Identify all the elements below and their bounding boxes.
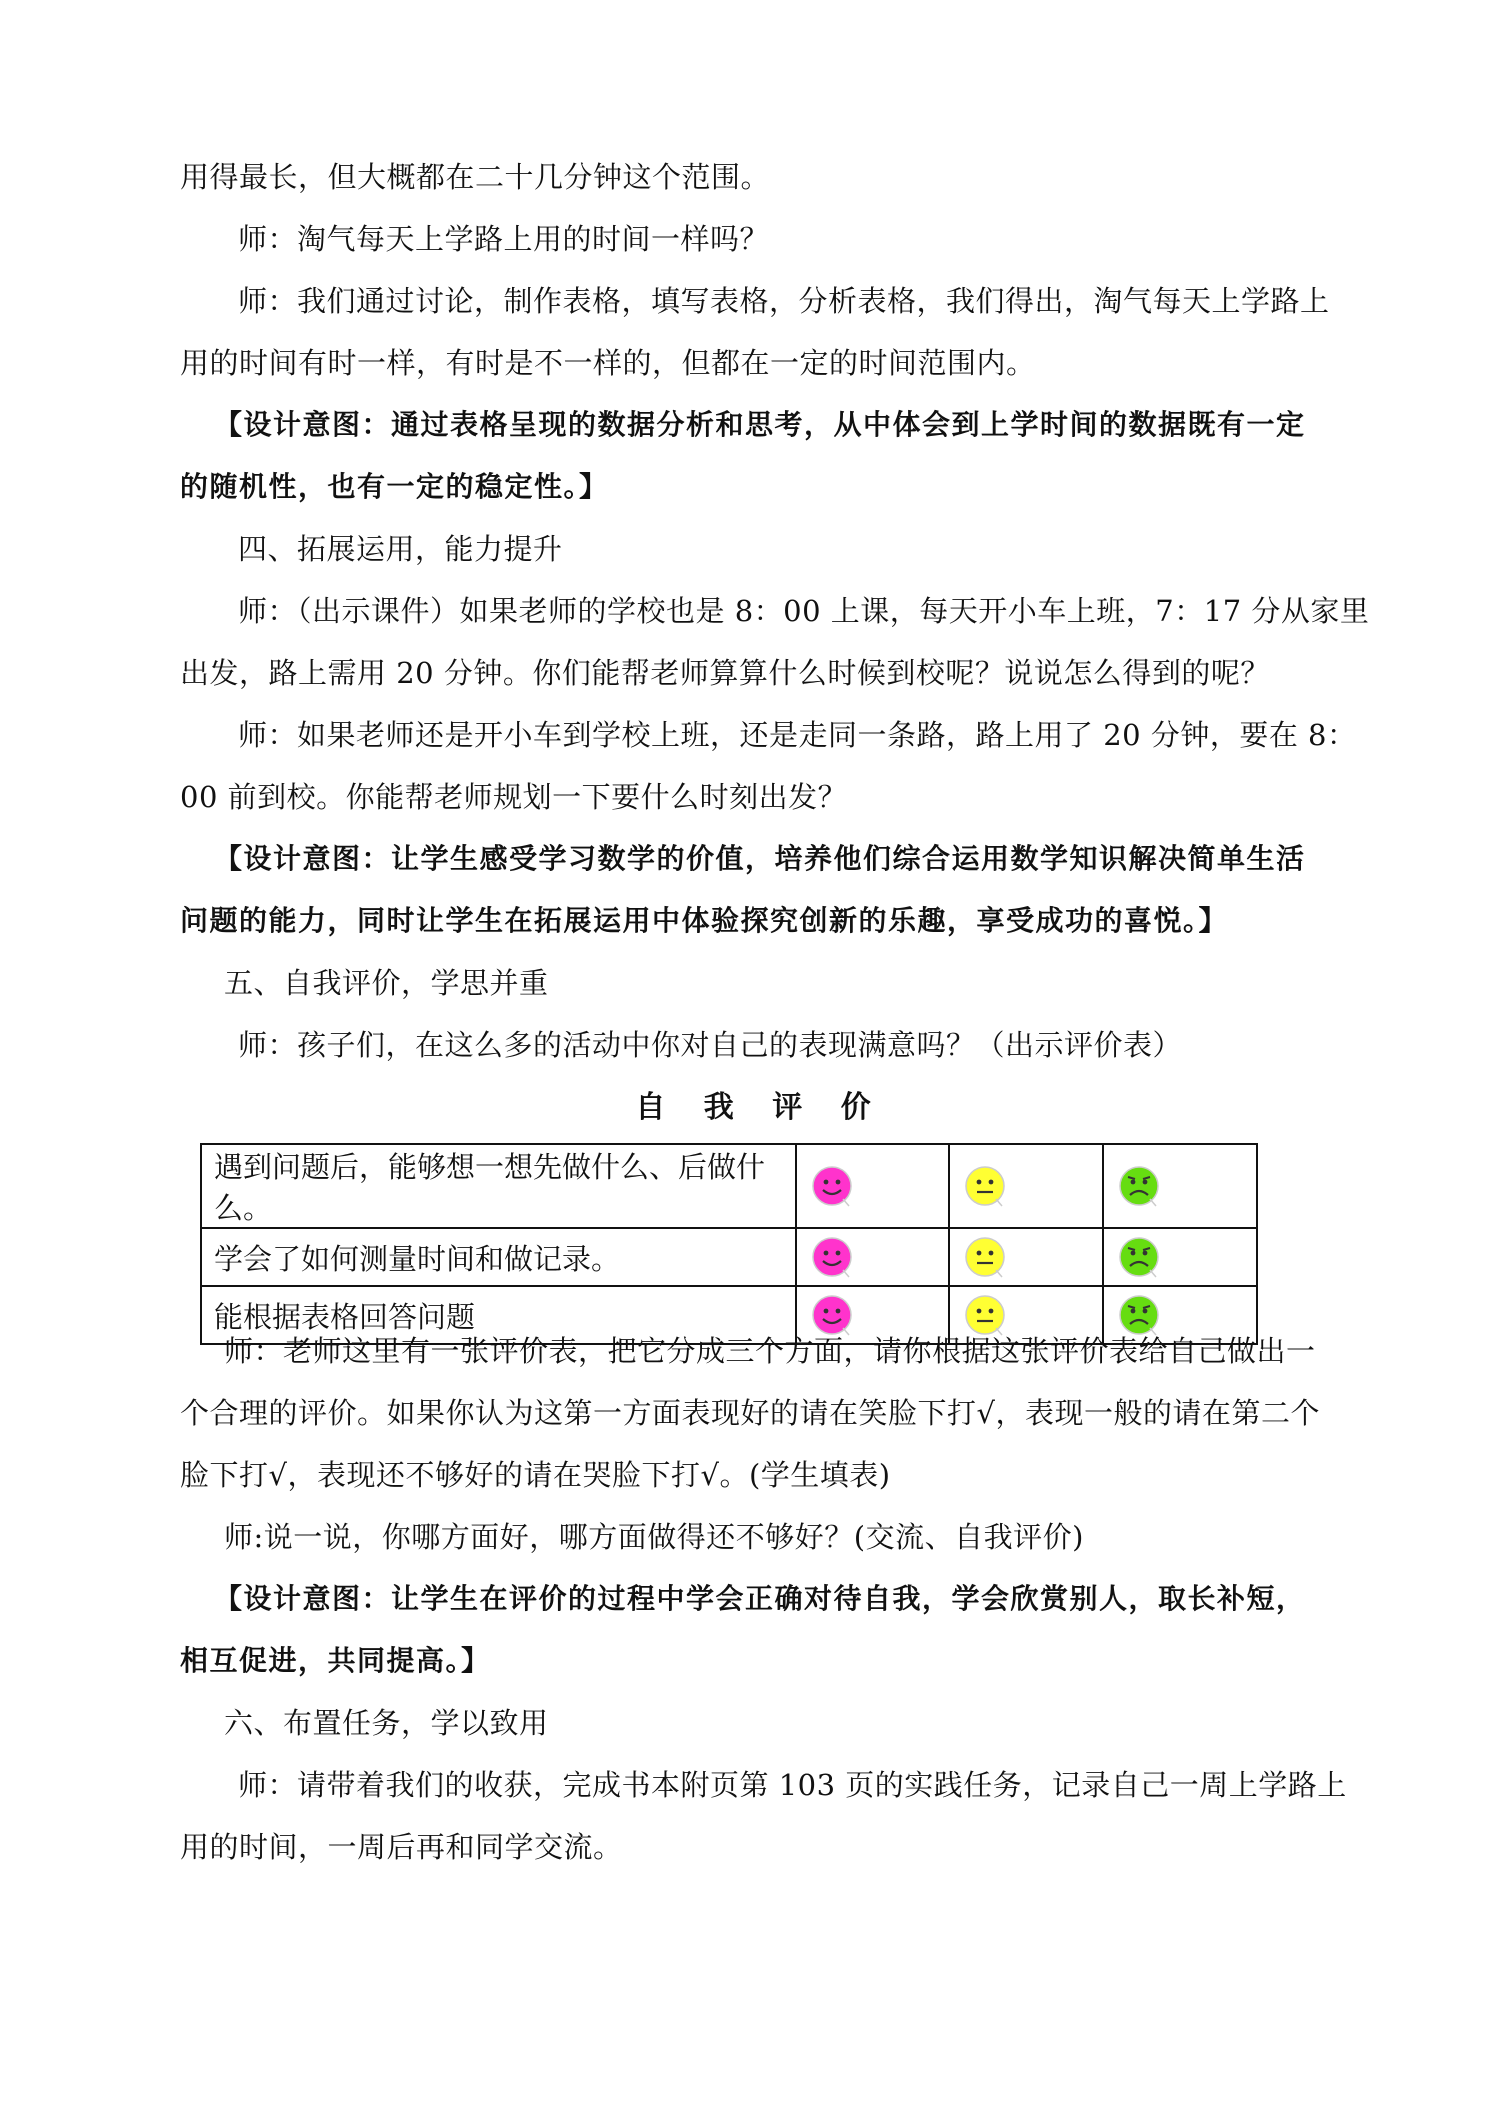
text-line: 师：如果老师还是开小车到学校上班，还是走同一条路，路上用了 20 分钟，要在 8： [238, 718, 1357, 752]
sad-face-cell[interactable] [1103, 1144, 1257, 1228]
text-line: 【设计意图：让学生感受学习数学的价值，培养他们综合运用数学知识解决简单生活 [214, 842, 1306, 875]
table-title: 自 我 评 价 [635, 1090, 885, 1125]
self-evaluation-table [200, 1143, 1258, 1345]
sad-face-icon [1116, 1167, 1162, 1201]
text-line: 用的时间有时一样，有时是不一样的，但都在一定的时间范围内。 [180, 346, 1036, 380]
text-line: 师：老师这里有一张评价表，把它分成三个方面，请你根据这张评价表给自己做出一 [224, 1334, 1316, 1368]
text-line: 脸下打√，表现还不够好的请在哭脸下打√。(学生填表) [180, 1458, 891, 1492]
text-line: 五、自我评价，学思并重 [224, 966, 549, 1000]
happy-face-icon [809, 1167, 855, 1201]
text-line: 出发，路上需用 20 分钟。你们能帮老师算算什么时候到校呢？说说怎么得到的呢？ [180, 656, 1270, 690]
section-heading-5 [180, 952, 1384, 1014]
text-line: 【设计意图：让学生在评价的过程中学会正确对待自我，学会欣赏别人，取长补短， [214, 1582, 1306, 1615]
text-line: 师:说一说，你哪方面好，哪方面做得还不够好？(交流、自我评价) [224, 1520, 1084, 1554]
happy-face-cell[interactable] [796, 1228, 950, 1286]
text-line: 用得最长，但大概都在二十几分钟这个范围。 [180, 160, 771, 194]
text-line: 相互促进，共同提高。】 [180, 1644, 491, 1677]
section-heading-4 [180, 518, 1398, 580]
happy-face-cell[interactable] [796, 1144, 950, 1228]
design-intent-2 [180, 828, 1340, 952]
teacher-problem-2 [180, 704, 1357, 828]
teacher-prompt [180, 1014, 1398, 1076]
design-intent-1 [180, 394, 1340, 518]
text-line: 师：淘气每天上学路上用的时间一样吗？ [238, 222, 770, 256]
text-line: 个合理的评价。如果你认为这第一方面表现好的请在笑脸下打√，表现一般的请在第二个 [180, 1396, 1320, 1430]
text-line: 师：我们通过讨论，制作表格，填写表格，分析表格，我们得出，淘气每天上学路上 [238, 284, 1330, 318]
text-line: 六、布置任务，学以致用 [224, 1706, 549, 1740]
section-heading-6 [180, 1692, 1384, 1754]
text-line: 用的时间，一周后再和同学交流。 [180, 1830, 623, 1864]
evaluation-criterion: 遇到问题后，能够想一想先做什么、后做什么。 [201, 1144, 796, 1228]
teacher-assignment [180, 1754, 1347, 1878]
neutral-face-icon [962, 1238, 1008, 1272]
text-line: 四、拓展运用，能力提升 [238, 532, 563, 566]
neutral-face-cell[interactable] [949, 1144, 1103, 1228]
sad-face-icon [1116, 1238, 1162, 1272]
design-intent-3 [180, 1568, 1340, 1692]
text-line: 的随机性，也有一定的稳定性。】 [180, 470, 609, 503]
text-line: 师：孩子们，在这么多的活动中你对自己的表现满意吗？（出示评价表） [238, 1028, 1183, 1062]
teacher-question [180, 208, 1398, 270]
neutral-face-cell[interactable] [949, 1228, 1103, 1286]
sad-face-cell[interactable] [1103, 1228, 1257, 1286]
text-line: 师：（出示课件）如果老师的学校也是 8：00 上课，每天开小车上班，7：17 分从家里 [238, 594, 1370, 628]
teacher-problem-1 [180, 580, 1370, 704]
paragraph-continuation [180, 146, 1340, 208]
teacher-explanation [180, 1320, 1340, 1506]
text-line: 00 前到校。你能帮老师规划一下要什么时刻出发？ [180, 780, 848, 814]
text-line: 师：请带着我们的收获，完成书本附页第 103 页的实践任务，记录自己一周上学路上 [238, 1768, 1347, 1802]
text-line: 【设计意图：通过表格呈现的数据分析和思考，从中体会到上学时间的数据既有一定 [214, 408, 1306, 441]
teacher-discussion [180, 1506, 1384, 1568]
table-row [201, 1144, 1257, 1228]
neutral-face-icon [962, 1167, 1008, 1201]
text-line: 问题的能力，同时让学生在拓展运用中体验探究创新的乐趣，享受成功的喜悦。】 [180, 904, 1229, 937]
teacher-summary [180, 270, 1340, 394]
evaluation-criterion: 学会了如何测量时间和做记录。 [201, 1228, 796, 1286]
happy-face-icon [809, 1238, 855, 1272]
evaluation-criterion: 能根据表格回答问题 [201, 1286, 796, 1344]
table-row [201, 1228, 1257, 1286]
